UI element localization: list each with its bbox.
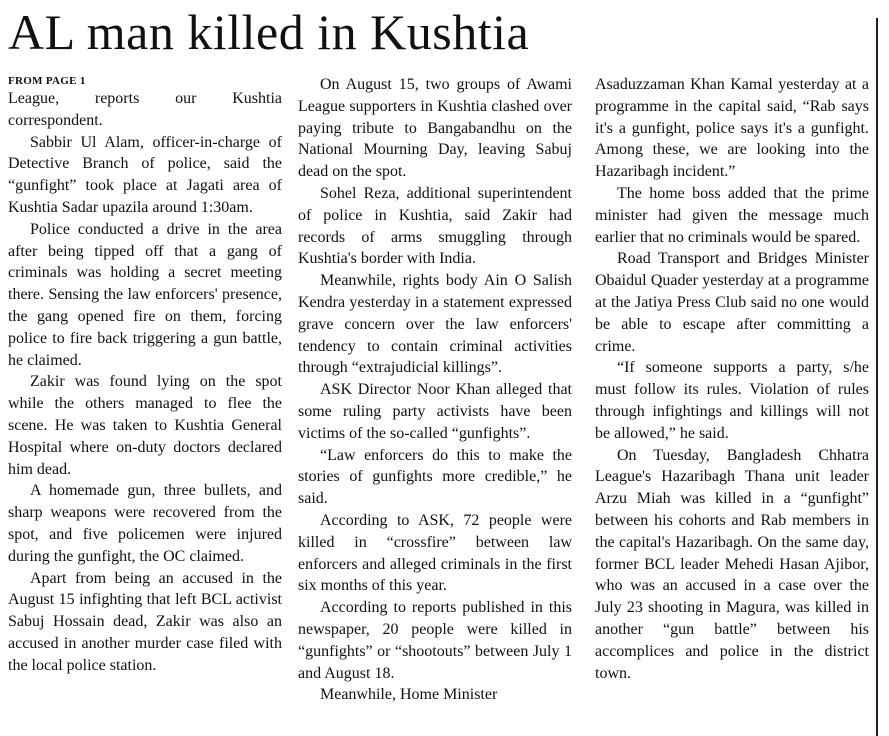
article-column-1: [8, 74, 282, 677]
column-rule: [876, 18, 878, 736]
paragraph: Apart from being an accused in the August 15 infighting that left BCL activist Sabuj Hossain dead, Zakir was also an accused in another murder case filed with the local police station.: [8, 569, 282, 674]
continuation-kicker: FROM PAGE 1: [8, 75, 86, 87]
paragraph: According to reports published in this newspaper, 20 people were killed in “gunfights” or “shootouts” between July 1 and August 18.: [298, 599, 572, 682]
paragraph: Asaduzzaman Khan Kamal yesterday at a programme in the capital said, “Rab says it's a gunfight, police says it's a gunfight. Among these, we are looking into the Hazaribagh incident.”: [595, 76, 869, 181]
paragraph: Meanwhile, Home Minister: [320, 686, 498, 704]
paragraph: ASK Director Noor Khan alleged that some ruling party activists have been victims of the so-called “gunfights”.: [298, 381, 572, 442]
article-column-3: [595, 74, 869, 684]
paragraph: “If someone supports a party, s/he must follow its rules. Violation of rules through infightings and killings will not be allowed,” he said.: [595, 359, 869, 442]
paragraph: On August 15, two groups of Awami League supporters in Kushtia clashed over paying tribute to Bangabandhu on the National Mourning Day, leaving Sabuj dead on the spot.: [298, 76, 572, 181]
paragraph: The home boss added that the prime minister had given the message much earlier that no criminals would be spared.: [595, 184, 869, 246]
paragraph: “Law enforcers do this to make the stories of gunfights more credible,” he said.: [298, 446, 572, 508]
paragraph: Sabbir Ul Alam, officer-in-charge of Detective Branch of police, said the “gunfight” took place at Jagati area of Kushtia Sadar upazila around 1:30am.: [8, 133, 282, 216]
headline: AL man killed in Kushtia: [8, 4, 530, 60]
paragraph: Zakir was found lying on the spot while the others managed to flee the scene. He was taken to Kushtia General Hospital where on-duty doctors declared him dead.: [8, 373, 282, 478]
paragraph: Sohel Reza, additional superintendent of police in Kushtia, said Zakir had records of arms smuggling through Kushtia's border with India.: [298, 184, 572, 268]
paragraph: League, reports our Kushtia correspondent.: [8, 90, 282, 129]
paragraph: Meanwhile, rights body Ain O Salish Kendra yesterday in a statement expressed grave concern over the law enforcers' tendency to contain criminal activities through “extrajudicial killings”.: [298, 272, 572, 377]
paragraph: Police conducted a drive in the area after being tipped off that a gang of criminals was holding a secret meeting there. Sensing the law enforcers' presence, the gang opened fire on them, forcing police to fire back triggering a gun battle, he claimed.: [8, 220, 282, 369]
paragraph: A homemade gun, three bullets, and sharp weapons were recovered from the spot, and five policemen were injured during the gunfight, the OC claimed.: [8, 482, 282, 565]
paragraph: On Tuesday, Bangladesh Chhatra League's Hazaribagh Thana unit leader Arzu Miah was killed in a “gunfight” between his cohorts and Rab members in the capital's Hazaribagh. On the same day, former BCL leader Mehedi Hasan Ajibor, who was an accused in a case over the July 23 shooting in Magura, was killed in another “gun battle” between his accomplices and police in the district town.: [595, 446, 869, 682]
article-column-2: [298, 74, 572, 706]
paragraph: Road Transport and Bridges Minister Obaidul Quader yesterday at a programme at the Jatiya Press Club said no one would be able to escape after committing a crime.: [595, 250, 869, 355]
paragraph: According to ASK, 72 people were killed in “crossfire” between law enforcers and alleged criminals in the first six months of this year.: [298, 511, 572, 595]
